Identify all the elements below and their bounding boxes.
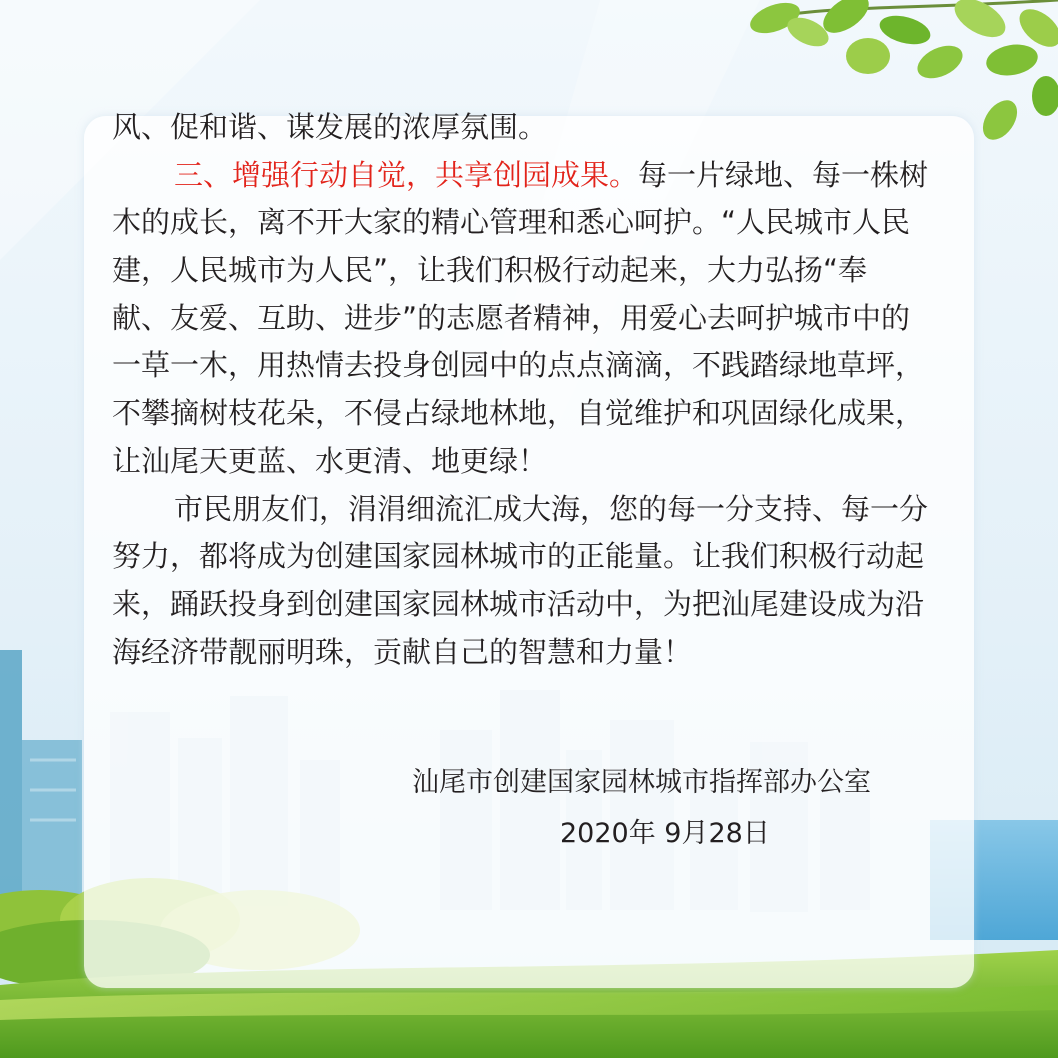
letter-line: 不攀摘树枝花朵，不侵占绿地林地，自觉维护和巩固绿化成果， [112, 396, 925, 431]
signature-organization: 汕尾市创建国家园林城市指挥部办公室 [412, 767, 871, 798]
closing-paragraph-start: 市民朋友们，涓涓细流汇成大海，您的每一分支持、每一分 [174, 491, 929, 526]
letter-line: 让汕尾天更蓝、水更清、地更绿！ [112, 443, 548, 478]
letter-line: 海经济带靓丽明珠，贡献自己的智慧和力量！ [112, 634, 693, 669]
letter-line: 一草一木，用热情去投身创园中的点点滴滴，不践踏绿地草坪， [112, 348, 925, 383]
signature-date: 2020年 9月28日 [560, 818, 770, 849]
section3-heading: 三、增强行动自觉，共享创园成果。 [174, 157, 639, 192]
letter-line: 努力，都将成为创建国家园林城市的正能量。让我们积极行动起 [112, 539, 925, 574]
section3-paragraph-start [112, 152, 952, 200]
letter-line: 建，人民城市为人民”，让我们积极行动起来，大力弘扬“奉 [112, 253, 868, 288]
letter-line: 献、友爱、互助、进步”的志愿者精神，用爱心去呵护城市中的 [112, 300, 911, 335]
letter-line: 木的成长，离不开大家的精心管理和悉心呵护。“人民城市人民 [112, 205, 911, 240]
signature-block [412, 763, 922, 854]
letter-line-tail: 每一片绿地、每一株树 [638, 157, 929, 192]
letter-body [112, 104, 952, 676]
letter-line: 来，踊跃投身到创建国家园林城市活动中，为把汕尾建设成为沿 [112, 586, 925, 621]
letter-line: 风、促和谐、谋发展的浓厚氛围。 [112, 110, 548, 144]
